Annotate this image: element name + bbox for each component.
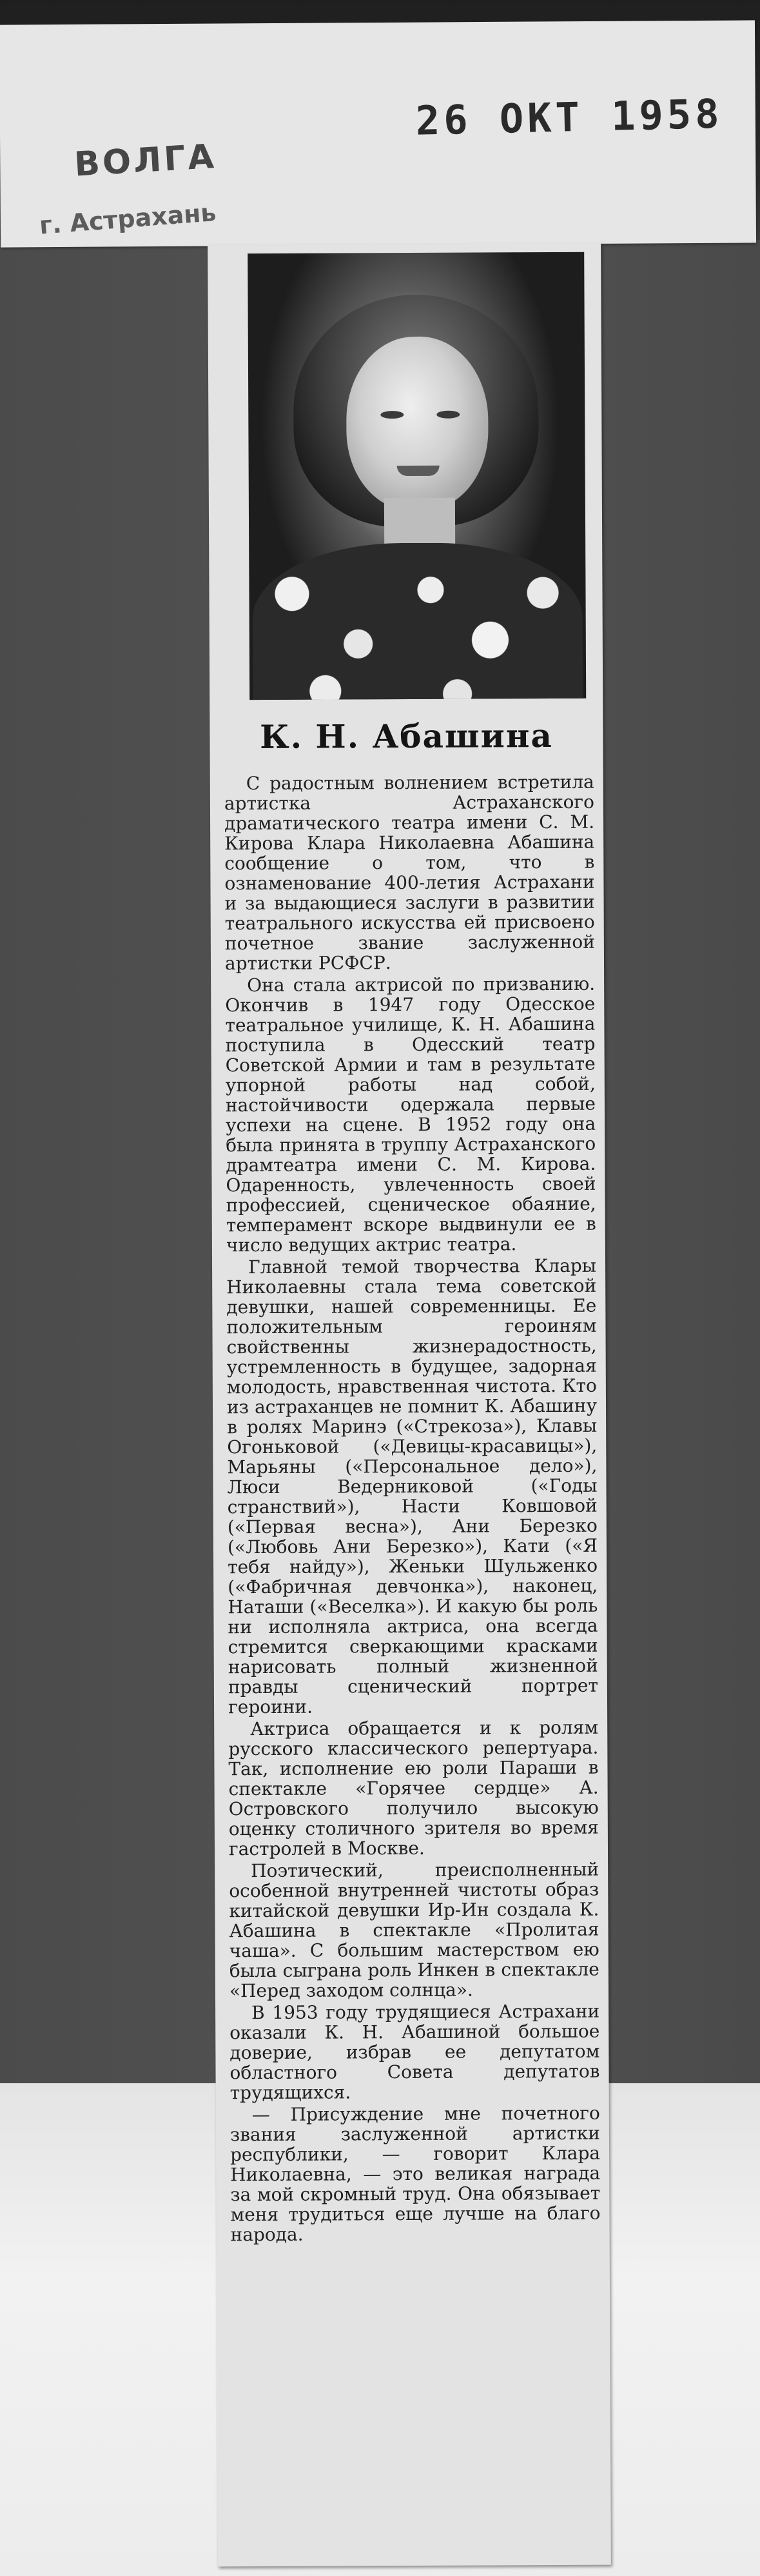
article-title: К. Н. Абашина	[260, 717, 553, 757]
article-body	[224, 772, 601, 2246]
portrait-mouth	[397, 466, 440, 476]
newspaper-name-stamp: ВОЛГА	[73, 137, 218, 184]
article-paragraph: С радостным волнением встретила артистка Астраханского драматического театра имени С. М. Кирова Клара Николаевна Абашина сообщение о том, что в ознаменование 400-летия Астрахани и за выдающиеся заслуги в развитии театрального искусства ей присвоено почетное звание заслуженной артистки РСФСР.	[224, 771, 595, 975]
portrait-floral-dress	[252, 542, 583, 700]
portrait-eye-left	[380, 411, 404, 419]
article-paragraph: В 1953 году трудящиеся Астрахани оказали К. Н. Абашиной большое доверие, избрав ее депутатом областного Совета депутатов трудящихся.	[229, 2000, 600, 2104]
date-stamp: 26 ОКТ 1958	[415, 90, 724, 144]
city-stamp: г. Астрахань	[38, 198, 217, 240]
clipping-header-strip	[0, 20, 756, 247]
article-paragraph: Актриса обращается и к ролям русского классического репертуара. Так, исполнение ею роли Параши в спектакле «Горячее сердце» А. Островского получило высокую оценку столичного зрителя во время гастролей в Москве.	[228, 1716, 599, 1860]
portrait-photo	[248, 252, 586, 700]
article-paragraph: — Присуждение мне почетного звания заслуженной артистки республики, — говорит Клара Николаевна, — это великая награда за мой скромный труд. Она обязывает меня трудиться еще лучше на благо народа.	[229, 2102, 601, 2246]
article-paragraph: Поэтический, преисполненный особенной внутренней чистоты образ китайской девушки Ир-Ин создала К. Абашина в спектакле «Пролитая чаша». С большим мастерством ею была сыграна роль Инкен в спектакле «Перед заходом солнца».	[229, 1858, 599, 2002]
article-paragraph: Она стала актрисой по призванию. Окончив в 1947 году Одесское театральное училище, К. Н. Абашина поступила в Одесский театр Советской Армии и там в результате упорной работы над собой, настойчивости одержала первые успехи на сцене. В 1952 году она была принята в труппу Астраханского драмтеатра имени С. М. Кирова. Одаренность, увлеченность своей профессией, сценическое обаяние, темперамент вскоре выдвинули ее в число ведущих актрис театра.	[225, 973, 596, 1256]
newspaper-clipping	[208, 243, 611, 2567]
portrait-face	[346, 336, 489, 511]
article-paragraph: Главной темой творчества Клары Николаевны стала тема советской девушки, нашей современницы. Ее положительным героиням свойственны жизнерадостность, устремленность в будущее, задорная молодость, нравственная чистота. Кто из астраханцев не помнит К. Абашину в ролях Маринэ («Стрекоза»), Клавы Огоньковой («Девицы-красавицы»), Марьяны («Персональное дело»), Люси Ведерниковой («Годы странствий»), Насти Ковшовой («Первая весна»), Ани Березко («Любовь Ани Березко»), Кати («Я тебя найду»), Женьки Шульженко («Фабричная девчонка»), наконец, Наташи («Веселка»). И какую бы роль ни исполняла актриса, она всегда стремится сверкающими красками нарисовать полный жизненной правды сценический портрет героини.	[226, 1254, 598, 1718]
